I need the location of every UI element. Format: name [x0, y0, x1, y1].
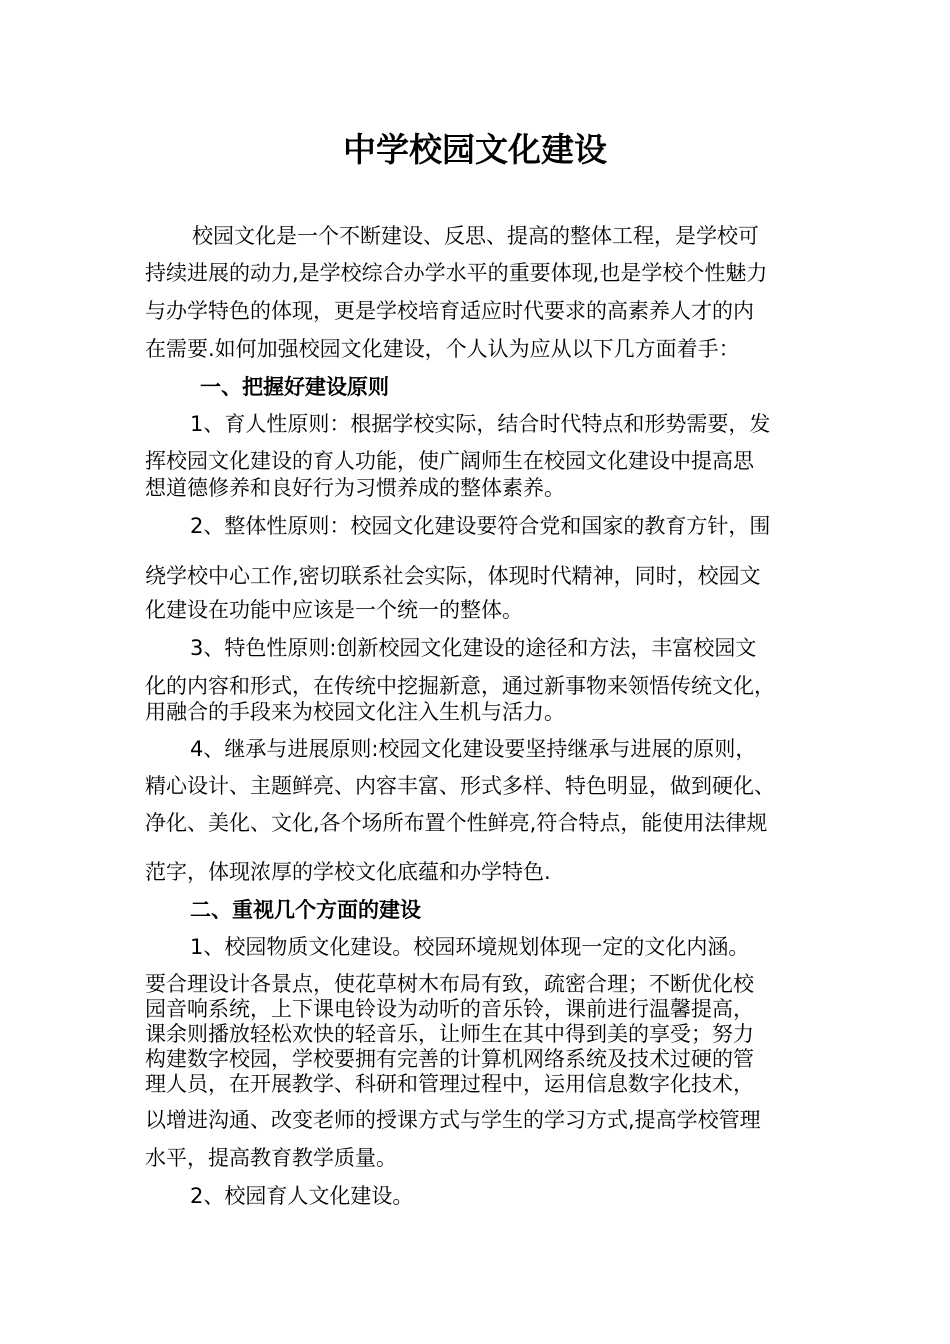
item-1-line-1: 1、校园物质文化建设。校园环境规划体现一定的文化内涵。: [190, 935, 750, 959]
principle-4-line-1: 4、继承与进展原则:校园文化建设要坚持继承与进展的原则，: [190, 737, 757, 761]
intro-line-4: 在需要.如何加强校园文化建设，个人认为应从以下几方面着手：: [145, 337, 740, 361]
section-heading-1: 一、把握好建设原则: [200, 375, 389, 399]
document-title: 中学校园文化建设: [343, 130, 607, 169]
item-2-line-1: 2、校园育人文化建设。: [190, 1184, 414, 1208]
item-1-line-5: 构建数字校园，学校要拥有完善的计算机网络系统及技术过硬的管: [145, 1047, 754, 1071]
principle-3-line-1: 3、特色性原则:创新校园文化建设的途径和方法，丰富校园文: [190, 636, 757, 660]
principle-4-line-3: 净化、美化、文化,各个场所布置个性鲜亮,符合特点，能使用法律规: [145, 811, 768, 835]
intro-line-1: 校园文化是一个不断建设、反思、提高的整体工程，是学校可: [192, 224, 759, 248]
principle-1-line-1: 1、育人性原则：根据学校实际，结合时代特点和形势需要，发: [190, 412, 771, 436]
principle-2-line-2: 绕学校中心工作,密切联系社会实际，体现时代精神，同时，校园文: [145, 564, 761, 588]
item-1-line-4: 课余则播放轻松欢快的轻音乐，让师生在其中得到美的享受；努力: [145, 1022, 754, 1046]
principle-1-line-3: 想道德修养和良好行为习惯养成的整体素养。: [145, 476, 565, 500]
intro-line-3: 与办学特色的体现，更是学校培育适应时代要求的高素养人才的内: [145, 299, 754, 323]
principle-2-line-3: 化建设在功能中应该是一个统一的整体。: [145, 598, 523, 622]
item-1-line-3: 园音响系统，上下课电铃设为动听的音乐铃，课前进行温馨提高，: [145, 997, 754, 1021]
item-1-line-2: 要合理设计各景点，使花草树木布局有致，疏密合理；不断优化校: [145, 972, 754, 996]
item-1-line-6: 理人员，在开展教学、科研和管理过程中，运用信息数字化技术，: [145, 1072, 754, 1096]
item-1-line-8: 水平，提高教育教学质量。: [145, 1146, 397, 1170]
principle-2-line-1: 2、整体性原则：校园文化建设要符合党和国家的教育方针，围: [190, 514, 771, 538]
section-heading-2: 二、重视几个方面的建设: [190, 898, 421, 922]
item-1-line-7: 以增进沟通、改变老师的授课方式与学生的学习方式,提高学校管理: [145, 1108, 761, 1132]
principle-3-line-3: 用融合的手段来为校园文化注入生机与活力。: [145, 700, 565, 724]
principle-4-line-2: 精心设计、主题鲜亮、内容丰富、形式多样、特色明显，做到硬化、: [145, 774, 775, 798]
principle-1-line-2: 挥校园文化建设的育人功能，使广阔师生在校园文化建设中提高思: [145, 449, 754, 473]
intro-line-2: 持续进展的动力,是学校综合办学水平的重要体现,也是学校个性魅力: [145, 261, 768, 285]
principle-4-line-4: 范字，体现浓厚的学校文化底蕴和办学特色.: [145, 860, 551, 884]
principle-3-line-2: 化的内容和形式，在传统中挖掘新意，通过新事物来领悟传统文化，: [145, 674, 775, 698]
